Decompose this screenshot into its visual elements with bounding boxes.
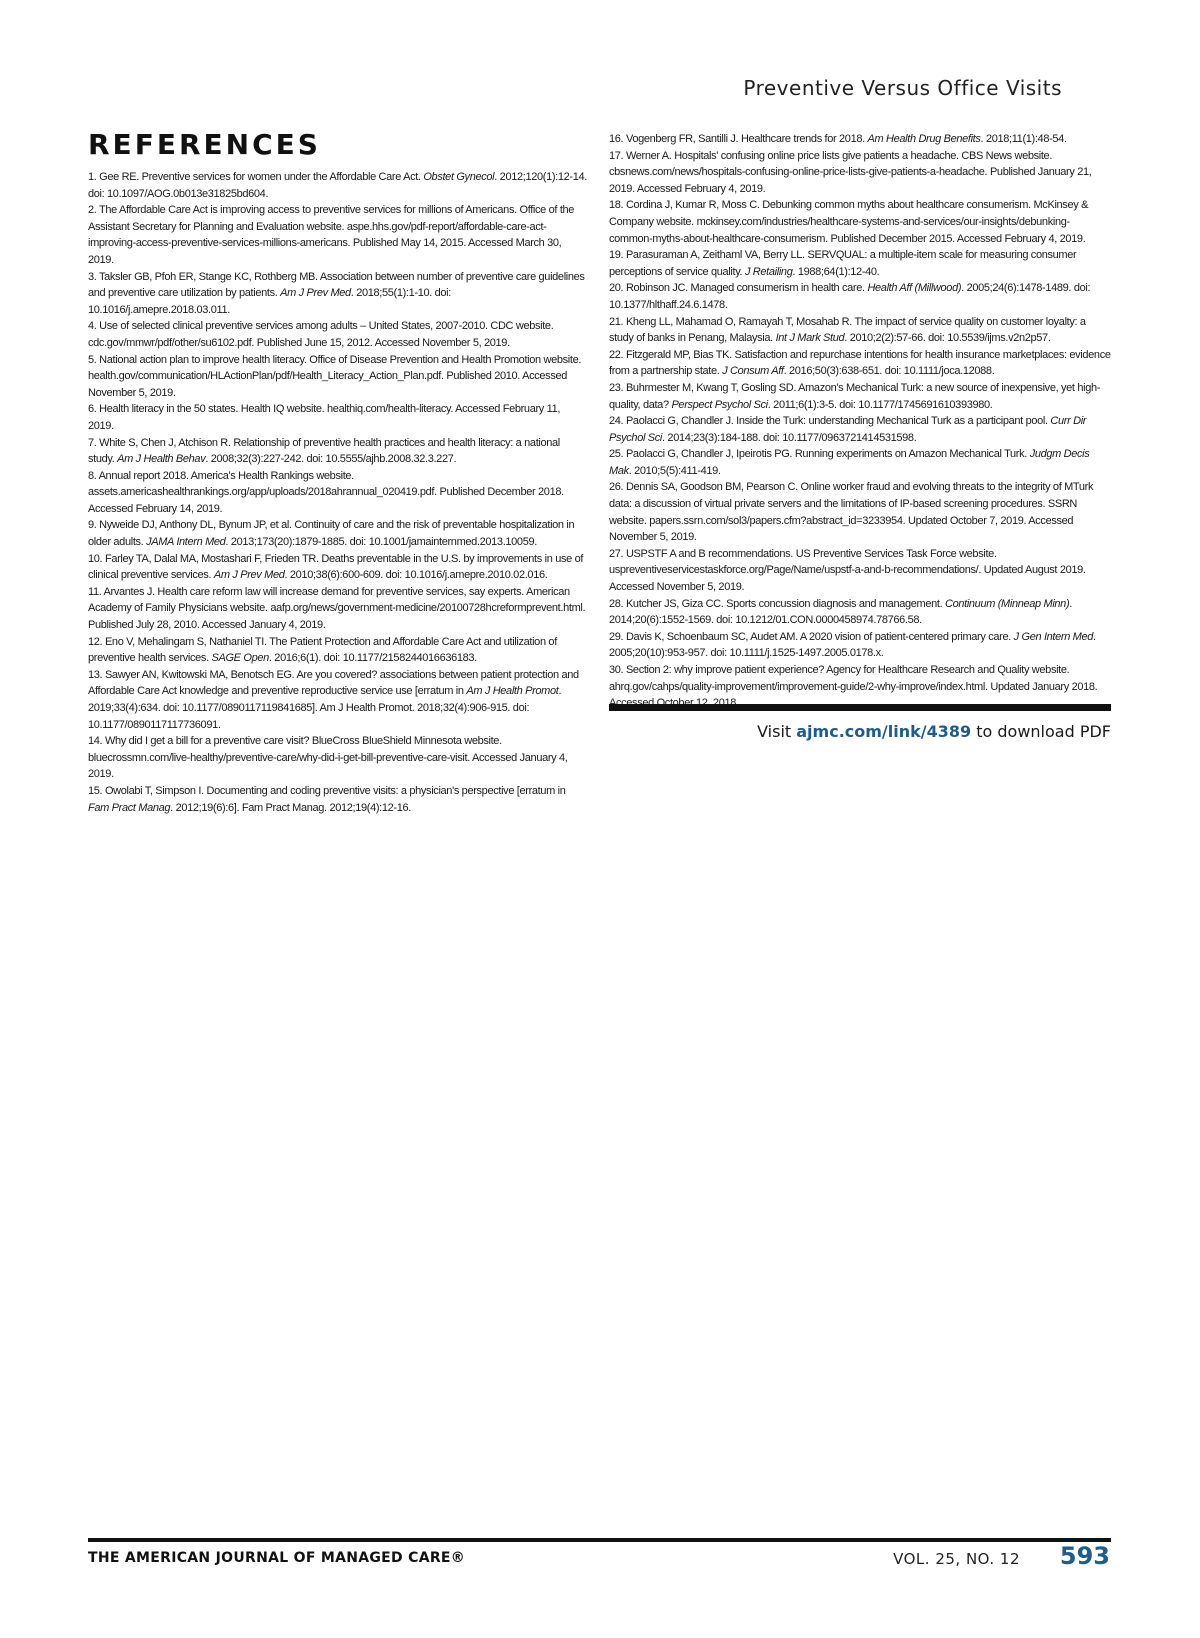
reference-text: 30. Section 2: why improve patient experience? Agency for Healthcare Research and Quality website. ahrq.gov/cahps/quality-improvement/improvement-guide/2-why-improve/index.html. Updated January 2018.: [609, 664, 1098, 693]
reference-text: 8. Annual report 2018. America's Health Rankings website. assets.americashealthrankings.org/app/uploads/2018ahrannual_020419.pdf. Published December 2018. Accessed February 14, 2019.: [88, 469, 564, 515]
reference-item: [609, 546, 1111, 596]
reference-item: [88, 667, 588, 733]
reference-text: 28. Kutcher JS, Giza CC. Sports concussion diagnosis and management.: [609, 597, 945, 610]
reference-text: 18. Cordina J, Kumar R, Moss C. Debunking common myths about healthcare consumerism. McKinsey & Company website. mckinsey.com/industries/healthcare-systems-and-services/our-insights/debunking-common-myths-about-healthcare-consumerism. Published December 2015. Accessed February 4, 2019.: [609, 199, 1089, 245]
reference-journal: Continuum (Minneap Minn): [944, 597, 1070, 610]
reference-journal: Fam Pract Manag: [88, 801, 171, 814]
download-link[interactable]: ajmc.com/link/4389: [796, 722, 972, 741]
reference-item: [88, 435, 588, 468]
reference-citation: . 2012;120(1):12-14. doi: 10.1097/AOG.0b013e31825bd604.: [88, 171, 587, 200]
reference-text: 13. Sawyer AN, Kwitowski MA, Benotsch EG. Are you covered? associations between patient protection and Affordable Care Act knowledge and preventive reproductive service use [erratum in: [88, 668, 579, 698]
reference-text: 23. Buhrmester M, Kwang T, Gosling SD. Amazon's Mechanical Turk: a new source of inexpensive, yet high-quality, data?: [609, 381, 1101, 411]
reference-item: [88, 401, 588, 434]
reference-item: [88, 468, 588, 518]
reference-journal: Am Health Drug Benefits: [867, 133, 981, 145]
reference-journal: J Gen Intern Med: [1013, 630, 1094, 643]
reference-item: [609, 380, 1111, 413]
reference-text: 1. Gee RE. Preventive services for women under the Affordable Care Act.: [88, 171, 424, 183]
reference-text: 22. Fitzgerald MP, Bias TK. Satisfaction and repurchase intentions for health insurance marketplaces: evidence from a partnership state.: [609, 348, 1111, 378]
reference-journal: Am J Health Behav: [117, 453, 206, 466]
reference-citation: . 2018;11(1):48-54.: [980, 133, 1067, 145]
reference-journal: Am J Health Promot: [466, 685, 559, 698]
references-right-column: [609, 131, 1111, 712]
reference-text: 3. Taksler GB, Pfoh ER, Stange KC, Rothberg MB. Association between number of preventive care guidelines and preventive care utilization by patients.: [88, 270, 585, 300]
reference-item: [609, 148, 1111, 198]
reference-text: 9. Nyweide DJ, Anthony DL, Bynum JP, et al. Continuity of care and the risk of preventable hospitalization in older adults.: [88, 519, 575, 549]
reference-list-right: [609, 131, 1111, 712]
footer-journal-name: THE AMERICAN JOURNAL OF MANAGED CARE®: [88, 1550, 466, 1566]
reference-text: 19. Parasuraman A, Zeithaml VA, Berry LL. SERVQUAL: a multiple-item scale for measuring consumer perceptions of service quality.: [609, 249, 1077, 278]
references-left-column: [88, 128, 588, 816]
reference-text: 2. The Affordable Care Act is improving access to preventive services for millions of Americans. Office of the Assistant Secretary for Planning and Evaluation website. aspe.hhs.gov/pdf-report/affordable-care-act-improving-access-preventive-services-millions-americans. Published May 14, 2015. Accessed March 30, 2019.: [88, 204, 575, 266]
reference-journal: Perspect Psychol Sci: [671, 398, 768, 411]
reference-item: [609, 596, 1111, 629]
reference-journal: Obstet Gynecol: [423, 171, 495, 183]
reference-list-left: [88, 169, 588, 816]
reference-item: [88, 733, 588, 783]
reference-item: [88, 169, 588, 202]
references-heading: REFERENCES: [88, 128, 321, 161]
reference-item: [609, 347, 1111, 380]
reference-citation: . 1988;64(1):12-40.: [792, 265, 880, 278]
reference-journal: J Retailing: [744, 265, 793, 278]
reference-item: [609, 446, 1111, 479]
reference-citation: . 2011;6(1):3-5. doi: 10.1177/1745691610393980.: [767, 398, 993, 411]
reference-citation: . 2013;173(20):1879-1885. doi: 10.1001/jamainternmed.2013.10059.: [225, 536, 537, 549]
reference-citation: . 2018;55(1):1-10. doi: 10.1016/j.amepre.2018.03.011.: [88, 287, 451, 316]
reference-citation: . 2016;50(3):638-651. doi: 10.1111/joca.12088.: [783, 365, 995, 378]
reference-citation: . 2014;20(6):1552-1569. doi: 10.1212/01.CON.0000458974.78766.58.: [609, 597, 1072, 627]
reference-text: 16. Vogenberg FR, Santilli J. Healthcare trends for 2018.: [609, 133, 868, 145]
reference-text: 15. Owolabi T, Simpson I. Documenting and coding preventive visits: a physician's perspective [erratum in: [88, 784, 566, 797]
page-number: 593: [1059, 1542, 1110, 1570]
reference-citation: . 2008;32(3):227-242. doi: 10.5555/ajhb.2008.32.3.227.: [205, 453, 457, 466]
reference-text: 12. Eno V, Mehalingam S, Nathaniel TI. The Patient Protection and Affordable Care Act and utilization of preventive health services.: [88, 635, 557, 665]
reference-item: [609, 131, 1111, 148]
section-divider: [609, 704, 1111, 711]
reference-citation: . 2010;38(6):600-609. doi: 10.1016/j.amepre.2010.02.016.: [284, 569, 548, 582]
reference-citation: . 2005;20(10):953-957. doi: 10.1111/j.1525-1497.2005.0178.x.: [609, 630, 1096, 660]
reference-text: 14. Why did I get a bill for a preventive care visit? BlueCross BlueShield Minnesota website. bluecrossmn.com/live-healthy/preventive-care/why-did-i-get-bill-preventive-care-visit. Accessed January 4, 2019.: [88, 735, 568, 781]
footer-rule: [88, 1538, 1111, 1542]
reference-journal: SAGE Open: [211, 652, 269, 665]
reference-item: [88, 584, 588, 634]
reference-item: [88, 352, 588, 402]
reference-text: 10. Farley TA, Dalal MA, Mostashari F, Frieden TR. Deaths preventable in the U.S. by improvements in use of clinical preventive services.: [88, 552, 584, 582]
reference-journal: Health Aff (Millwood): [867, 282, 962, 295]
reference-item: [88, 634, 588, 667]
footer-volume: VOL. 25, NO. 12: [893, 1550, 1020, 1568]
reference-text: 7. White S, Chen J, Atchison R. Relationship of preventive health practices and health literacy: a national study.: [88, 436, 560, 466]
reference-item: [609, 479, 1111, 545]
reference-journal: Judgm Decis Mak: [609, 448, 1090, 477]
reference-item: [88, 783, 588, 816]
reference-text: 25. Paolacci G, Chandler J, Ipeirotis PG. Running experiments on Amazon Mechanical Turk.: [609, 448, 1030, 461]
reference-journal: Am J Prev Med: [280, 287, 351, 300]
reference-text: 27. USPSTF A and B recommendations. US Preventive Services Task Force website. uspreventiveservicestaskforce.org/Page/Name/uspstf-a-and-b-recommendations/. Updated August 2019. Accessed November 5, 2019.: [609, 547, 1086, 594]
reference-citation: . 2016;6(1). doi: 10.1177/2158244016636183.: [268, 652, 477, 665]
reference-item: [88, 318, 588, 351]
reference-item: [609, 280, 1111, 313]
reference-citation: . 2012;19(6):6]. Fam Pract Manag. 2012;19(4):12-16.: [170, 801, 411, 814]
reference-item: [609, 629, 1111, 662]
reference-item: [88, 202, 588, 268]
reference-item: [88, 269, 588, 319]
download-suffix: to download PDF: [971, 722, 1111, 741]
running-head: Preventive Versus Office Visits: [743, 76, 1062, 100]
reference-citation: . 2019;33(4):634. doi: 10.1177/0890117119841685]. Am J Health Promot. 2018;32(4):906-915. doi: 10.1177/0890117117736091.: [88, 685, 562, 731]
reference-item: [609, 247, 1111, 280]
reference-text: 17. Werner A. Hospitals' confusing online price lists give patients a headache. CBS News website. cbsnews.com/news/hospitals-confusing-online-price-lists-give-patients-a-headache. Published January 21, 2019. Accessed February 4, 2019.: [609, 149, 1092, 195]
reference-item: [609, 413, 1111, 446]
reference-text: 24. Paolacci G, Chandler J. Inside the Turk: understanding Mechanical Turk as a participant pool.: [609, 415, 1051, 428]
reference-text: 29. Davis K, Schoenbaum SC, Audet AM. A 2020 vision of patient-centered primary care.: [609, 630, 1014, 643]
reference-text: 11. Arvantes J. Health care reform law will increase demand for preventive services, say experts. American Academy of Family Physicians website. aafp.org/news/government-medicine/20100728hcreformprevent.html. Published July 28, 2010. Accessed January 4, 2019.: [88, 585, 586, 632]
reference-citation: . 2010;5(5):411-419.: [628, 464, 721, 477]
reference-citation: . 2014;23(3):184-188. doi: 10.1177/0963721414531598.: [662, 431, 917, 444]
reference-journal: J Consum Aff: [722, 365, 784, 378]
reference-item: [88, 551, 588, 584]
reference-text: 21. Kheng LL, Mahamad O, Ramayah T, Mosahab R. The impact of service quality on customer loyalty: a study of banks in Penang, Malaysia.: [609, 315, 1086, 345]
reference-text: 6. Health literacy in the 50 states. Health IQ website. healthiq.com/health-literacy. Accessed February 11, 2019.: [88, 403, 561, 432]
reference-citation: . 2005;24(6):1478-1489. doi: 10.1377/hlthaff.24.6.1478.: [609, 282, 1091, 311]
reference-journal: JAMA Intern Med: [146, 536, 226, 549]
reference-text: 5. National action plan to improve health literacy. Office of Disease Prevention and Health Promotion website. health.gov/communication/HLActionPlan/pdf/Health_Literacy_Action_Plan.pdf. Published 2010. Accessed November 5, 2019.: [88, 353, 582, 399]
reference-text: 4. Use of selected clinical preventive services among adults – United States, 2007-2010. CDC website. cdc.gov/mmwr/pdf/other/su6102.pdf. Published June 15, 2012. Accessed November 5, 2019.: [88, 320, 554, 349]
reference-item: [609, 197, 1111, 247]
reference-item: [609, 314, 1111, 347]
reference-journal: Am J Prev Med: [213, 569, 285, 582]
reference-text: 26. Dennis SA, Goodson BM, Pearson C. Online worker fraud and evolving threats to the integrity of MTurk data: a discussion of virtual private servers and the limitations of IP-based screening procedures. SSRN website. papers.ssrn.com/sol3/papers.cfm?abstract_id=3233954. Updated October 7, 2019. Accessed November 5, 2019.: [609, 481, 1094, 544]
reference-citation: . 2010;2(2):57-66. doi: 10.5539/ijms.v2n2p57.: [844, 332, 1051, 345]
download-note: [757, 722, 1111, 741]
reference-journal: Int J Mark Stud: [775, 332, 845, 345]
download-prefix: Visit: [757, 722, 797, 741]
reference-item: [88, 517, 588, 550]
reference-text: 20. Robinson JC. Managed consumerism in health care.: [609, 282, 868, 295]
reference-journal: Curr Dir Psychol Sci: [609, 415, 1087, 444]
